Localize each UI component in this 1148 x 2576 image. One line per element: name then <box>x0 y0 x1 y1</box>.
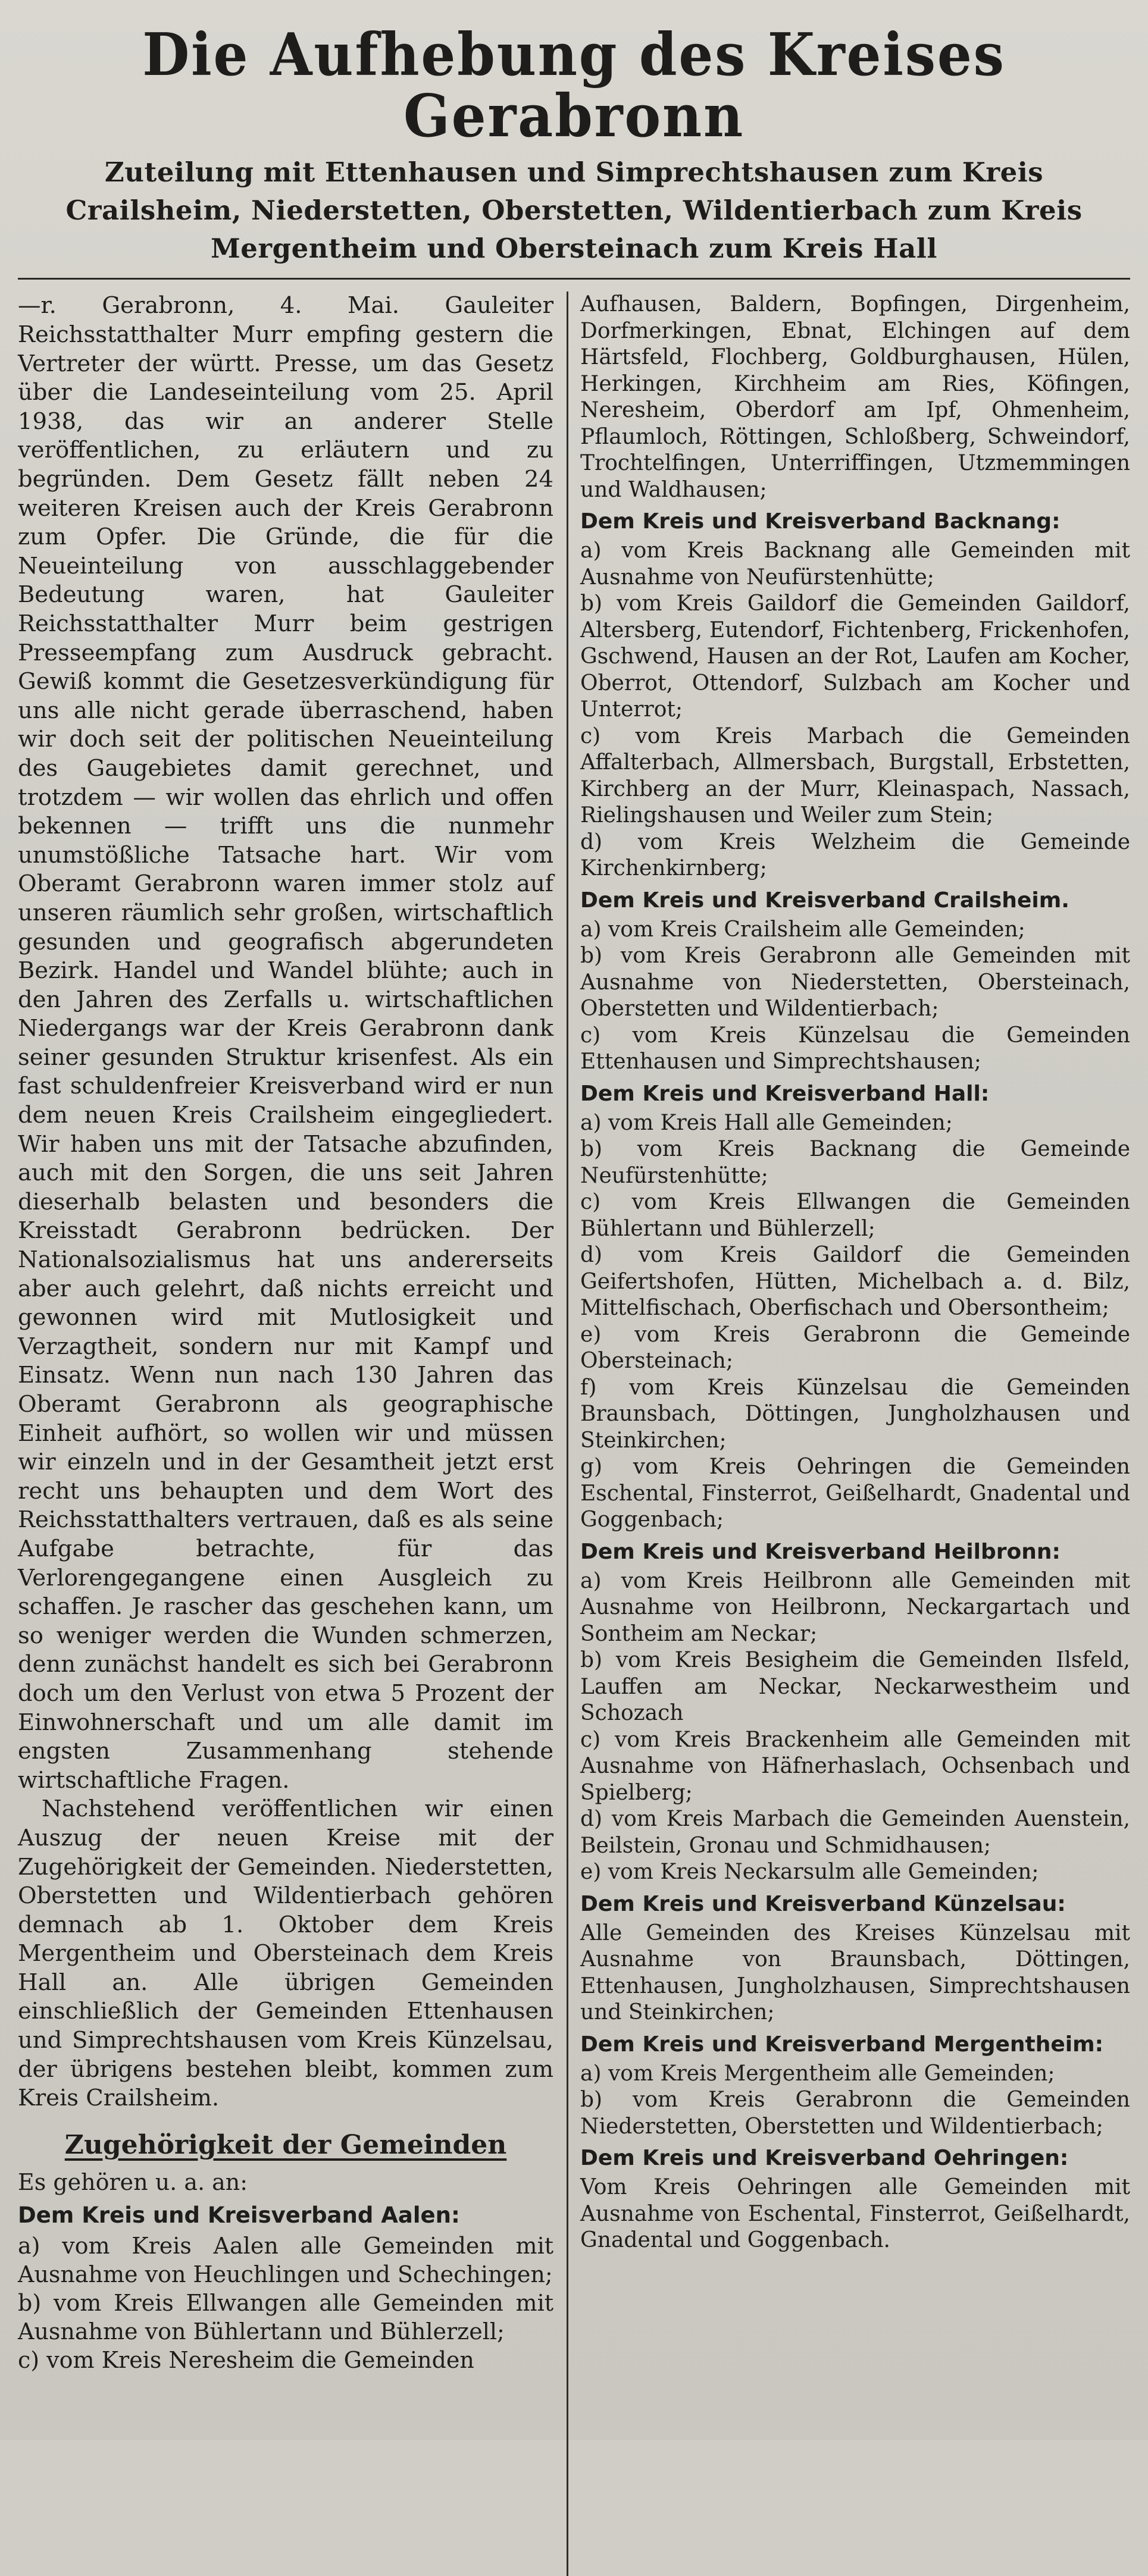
headline: Die Aufhebung des Kreises Gerabronn <box>142 21 1006 151</box>
list-item: c) vom Kreis Marbach die Gemeinden Affalterbach, Allmersbach, Burgstall, Erbstetten, Kirchberg an der Murr, Kleinaspach, Nassach, Rielingshausen und Weiler zum Stein; <box>580 723 1130 828</box>
article-paragraph-1: —r. Gerabronn, 4. Mai. Gauleiter Reichsstatthalter Murr empfing gestern die Vertreter der württ. Presse, um das Gesetz über die Landeseinteilung vom 25. April 1938, das wir an anderer Stelle veröffentlichen, zu erläutern und zu begründen. Dem Gesetz fällt neben 24 weiteren Kreisen auch der Kreis Gerabronn zum Opfer. Die Gründe, die für die Neueinteilung von ausschlaggebender Bedeutung waren, hat Gauleiter Reichsstatthalter Murr beim gestrigen Presseempfang zum Ausdruck gebracht. Gewiß kommt die Gesetzesverkündigung für uns alle nicht gerade überraschend, haben wir doch seit der politischen Neueinteilung des Gaugebietes damit gerechnet, und trotzdem — wir wollen das ehrlich und offen bekennen — trifft uns die nunmehr unumstößliche Tatsache hart. Wir vom Oberamt Gerabronn waren immer stolz auf unseren räumlich sehr großen, wirtschaftlich gesunden und geografisch abgerundeten Bezirk. Handel und Wandel blühte; auch in den Jahren des Zerfalls u. wirtschaftlichen Niedergangs war der Kreis Gerabronn dank seiner gesunden Struktur krisenfest. Als ein fast schuldenfreier Kreisverband wird er nun dem neuen Kreis Crailsheim eingegliedert. Wir haben uns mit der Tatsache abzufinden, auch mit den Sorgen, die uns seit Jahren dieserhalb belasten und besonders die Kreisstadt Gerabronn bedrücken. Der Nationalsozialismus hat uns andererseits aber auch gelehrt, daß nichts erreicht und gewonnen wird mit Mutlosigkeit und Verzagtheit, sondern nur mit Kampf und Einsatz. Wenn nun nach 130 Jahren das Oberamt Gerabronn als geographische Einheit aufhört, so wollen wir und müssen wir einzeln und in der Gesamtheit jetzt erst recht uns behaupten und dem Wort des Reichsstatthalters vertrauen, daß es als seine Aufgabe betrachte, für das Verlorengegangene einen Ausgleich zu schaffen. Je rascher das geschehen kann, um so weniger werden die Wunden schmerzen, denn zunächst handelt es sich bei Gerabronn doch um den Verlust von etwa 5 Prozent der Einwohnerschaft und um alle damit im engsten Zusammenhang stehende wirtschaftliche Fragen. <box>18 292 553 1794</box>
article-columns <box>18 292 1130 2576</box>
list-item: a) vom Kreis Aalen alle Gemeinden mit Ausnahme von Heuchlingen und Schechingen; <box>18 2232 553 2287</box>
list-item-continued: Aufhausen, Baldern, Bopfingen, Dirgenheim, Dorfmerkingen, Ebnat, Elchingen auf dem Härtsfeld, Flochberg, Goldburghausen, Hülen, Herkingen, Kirchheim am Ries, Köfingen, Neresheim, Oberdorf am Ipf, Ohmenheim, Pflaumloch, Röttingen, Schloßberg, Schweindorf, Trochtelfingen, Unterriffingen, Utzmemmingen und Waldhausen; <box>580 292 1130 502</box>
header-rule <box>18 278 1130 280</box>
list-item: c) vom Kreis Brackenheim alle Gemeinden mit Ausnahme von Häfnerhaslach, Ochsenbach und Spielberg; <box>580 1727 1130 1805</box>
heading-backnang: Dem Kreis und Kreisverband Backnang: <box>580 509 1061 534</box>
article-paragraph-2: Nachstehend veröffentlichen wir einen Auszug der neuen Kreise mit der Zugehörigkeit der Gemeinden. Niederstetten, Oberstetten und Wildentierbach gehören demnach ab 1. Oktober dem Kreis Mergentheim und Obersteinach dem Kreis Hall an. Alle übrigen Gemeinden einschließlich der Gemeinden Ettenhausen und Simprechtshausen vom Kreis Künzelsau, der übrigens bestehen bleibt, kommen zum Kreis Crailsheim. <box>18 1795 553 2112</box>
list-item: a) vom Kreis Mergentheim alle Gemeinden; <box>580 2061 1055 2086</box>
list-item: b) vom Kreis Gaildorf die Gemeinden Gaildorf, Altersberg, Eutendorf, Fichtenberg, Frickenhofen, Gschwend, Hausen an der Rot, Laufen am Kocher, Oberrot, Ottendorf, Sulzbach am Kocher und Unterrot; <box>580 591 1130 722</box>
list-item: c) vom Kreis Neresheim die Gemeinden <box>18 2346 474 2373</box>
subheadline: Zuteilung mit Ettenhausen und Simprechtshausen zum Kreis Crailsheim, Niederstetten, Oberstetten, Wildentierbach zum Kreis Mergentheim und Obersteinach zum Kreis Hall <box>65 156 1083 264</box>
list-item: b) vom Kreis Backnang die Gemeinde Neufürstenhütte; <box>580 1137 1130 1188</box>
heading-oehringen: Dem Kreis und Kreisverband Oehringen: <box>580 2146 1069 2171</box>
list-item: e) vom Kreis Neckarsulm alle Gemeinden; <box>580 1860 1039 1885</box>
list-item: f) vom Kreis Künzelsau die Gemeinden Braunsbach, Döttingen, Jungholzhausen und Steinkirchen; <box>580 1375 1130 1453</box>
list-item: b) vom Kreis Gerabronn alle Gemeinden mit Ausnahme von Niederstetten, Obersteinach, Oberstetten und Wildentierbach; <box>580 944 1130 1021</box>
list-item: b) vom Kreis Ellwangen alle Gemeinden mit Ausnahme von Bühlertann und Bühlerzell; <box>18 2289 553 2345</box>
list-item: Vom Kreis Oehringen alle Gemeinden mit Ausnahme von Eschental, Finsterrot, Geißelhardt, Gnadental und Goggenbach. <box>580 2175 1130 2253</box>
list-item: c) vom Kreis Künzelsau die Gemeinden Ettenhausen und Simprechtshausen; <box>580 1023 1130 1074</box>
left-column <box>18 292 567 2576</box>
heading-heilbronn: Dem Kreis und Kreisverband Heilbronn: <box>580 1539 1061 1564</box>
heading-kuenzelsau: Dem Kreis und Kreisverband Künzelsau: <box>580 1891 1066 1916</box>
list-item: c) vom Kreis Ellwangen die Gemeinden Bühlertann und Bühlerzell; <box>580 1190 1130 1241</box>
list-item: a) vom Kreis Backnang alle Gemeinden mit Ausnahme von Neufürstenhütte; <box>580 538 1130 590</box>
list-item: e) vom Kreis Gerabronn die Gemeinde Obersteinach; <box>580 1322 1130 1374</box>
list-item: d) vom Kreis Gaildorf die Gemeinden Geifertshofen, Hütten, Michelbach a. d. Bilz, Mittelfischach, Oberfischach und Obersontheim; <box>580 1243 1130 1321</box>
list-item: a) vom Kreis Hall alle Gemeinden; <box>580 1110 953 1135</box>
list-item: Alle Gemeinden des Kreises Künzelsau mit Ausnahme von Braunsbach, Döttingen, Ettenhausen, Jungholzhausen, Simprechtshausen und Steinkirchen; <box>580 1920 1130 2025</box>
section-intro: Es gehören u. a. an: <box>18 2168 248 2195</box>
list-item: d) vom Kreis Marbach die Gemeinden Auenstein, Beilstein, Gronau und Schmidhausen; <box>580 1807 1130 1858</box>
heading-aalen: Dem Kreis und Kreisverband Aalen: <box>18 2202 460 2228</box>
list-item: g) vom Kreis Oehringen die Gemeinden Eschental, Finsterrot, Geißelhardt, Gnadental und Goggenbach; <box>580 1455 1130 1533</box>
list-item: a) vom Kreis Crailsheim alle Gemeinden; <box>580 917 1025 942</box>
heading-mergentheim: Dem Kreis und Kreisverband Mergentheim: <box>580 2032 1104 2057</box>
right-column <box>575 292 1130 2576</box>
list-item: b) vom Kreis Besigheim die Gemeinden Ilsfeld, Lauffen am Neckar, Neckarwestheim und Schozach <box>580 1648 1130 1726</box>
list-item: d) vom Kreis Welzheim die Gemeinde Kirchenkirnberg; <box>580 829 1130 881</box>
heading-hall: Dem Kreis und Kreisverband Hall: <box>580 1081 990 1106</box>
section-heading: Zugehörigkeit der Gemeinden <box>64 2129 507 2160</box>
list-item: a) vom Kreis Heilbronn alle Gemeinden mit Ausnahme von Heilbronn, Neckargartach und Sontheim am Neckar; <box>580 1568 1130 1646</box>
list-item: b) vom Kreis Gerabronn die Gemeinden Niederstetten, Oberstetten und Wildentierbach; <box>580 2088 1130 2139</box>
heading-crailsheim: Dem Kreis und Kreisverband Crailsheim. <box>580 888 1069 913</box>
column-divider <box>567 292 568 2576</box>
